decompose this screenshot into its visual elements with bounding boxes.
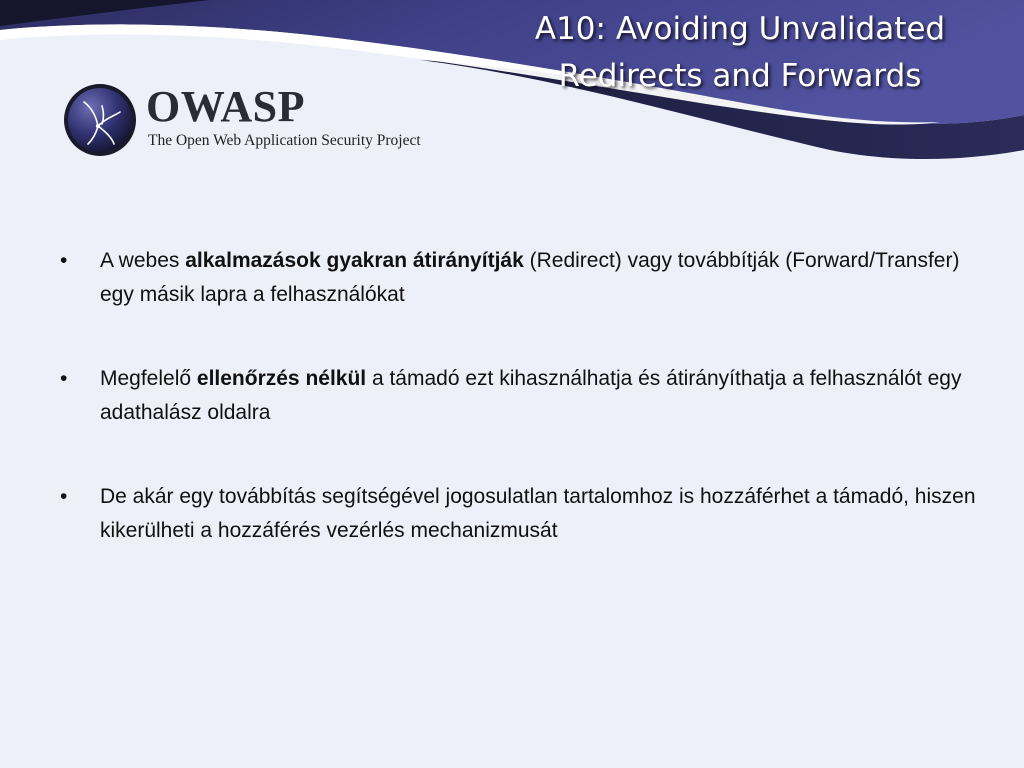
owasp-tagline: The Open Web Application Security Project	[148, 132, 421, 149]
bullet-item	[58, 362, 978, 430]
owasp-wordmark: OWASP	[146, 82, 305, 131]
bullet-item	[58, 244, 978, 312]
bullet-item	[58, 480, 978, 548]
bullet-dot-icon: •	[60, 249, 68, 272]
slide-title-line-1: A10: Avoiding Unvalidated	[534, 11, 946, 47]
bullet-text: Megfelelő	[100, 367, 197, 390]
bullet-text: (Redirect) vagy továbbítják (Forward/Transfer) egy másik lapra a felhasználókat	[100, 249, 960, 306]
bullet-text: De akár egy továbbítás segítségével jogosulatlan tartalomhoz is hozzáférhet a támadó, hiszen kikerülheti a hozzáférés vezérlés mechanizmusát	[100, 485, 976, 542]
slide-title-line-2: Redirects and Forwards	[558, 58, 922, 94]
owasp-globe-icon	[62, 82, 138, 158]
bullet-dot-icon: •	[60, 485, 68, 508]
bullet-bold-text: ellenőrzés nélkül	[196, 367, 367, 390]
bullet-text: A webes	[100, 249, 186, 272]
bullet-dot-icon: •	[60, 367, 68, 390]
owasp-logo	[62, 82, 462, 164]
bullet-bold-text: alkalmazások gyakran átirányítják	[185, 249, 524, 272]
bullet-list	[58, 244, 978, 598]
slide-title	[500, 6, 980, 100]
bullet-text: a támadó ezt kihasználhatja és átirányíthatja a felhasználót egy adathalász oldalra	[100, 367, 962, 424]
